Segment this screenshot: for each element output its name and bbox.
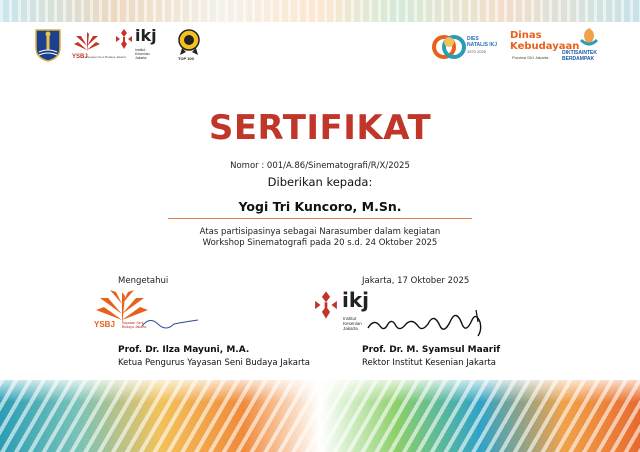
ikj-signature-logo-text: ikj [342, 288, 370, 312]
decorative-fade [0, 372, 640, 402]
ysbj-logo [72, 28, 126, 64]
ysbj-signature-logo-subtext: Yayasan Seni Budaya Jakarta [122, 321, 147, 329]
ikj-logo-subtext: Institut Kesenian Jakarta [135, 48, 150, 60]
signature-right-role: Rektor Institut Kesenian Jakarta [362, 358, 496, 368]
ikj-logo [114, 26, 160, 66]
diktisaintek-text: DIKTISAINTEK BERDAMPAK [562, 50, 597, 62]
dinas-kebudayaan-text: Dinas Kebudayaan [510, 30, 580, 52]
dies-natalis-ikj-logo [432, 28, 500, 66]
recipient-name: Yogi Tri Kuncoro, M.Sn. [238, 199, 402, 214]
signature-right-heading: Jakarta, 17 Oktober 2025 [362, 276, 470, 286]
signature-left-heading: Mengetahui [118, 276, 169, 286]
ikj-signature-logo [312, 290, 372, 334]
signature-block-right [362, 276, 469, 286]
certificate-number: Nomor : 001/A.86/Sinematografi/R/X/2025 [230, 161, 410, 171]
dies-years-text: 1970 2025 [467, 49, 486, 54]
signature-left-role: Ketua Pengurus Yayasan Seni Budaya Jakarta [118, 358, 311, 368]
ikj-logo-text: ikj [135, 26, 157, 45]
ysbj-logo-subtext: Yayasan Seni Budaya Jakarta [86, 55, 126, 59]
given-to-label: Diberikan kepada: [267, 175, 373, 189]
dies-natalis-text: DIES NATALIS IKJ [467, 36, 498, 48]
ysbj-logo-text: YSBJ [72, 54, 88, 60]
signature-right-scribble-icon [366, 304, 496, 340]
signature-block-left [118, 276, 168, 286]
decorative-top-band [0, 0, 640, 22]
description-line-1: Atas partisipasinya sebagai Narasumber dalam kegiatan [199, 227, 441, 237]
description-line-2: Workshop Sinematografi pada 20 s.d. 24 Oktober 2025 [202, 238, 438, 248]
top100-badge-icon [170, 28, 208, 64]
signature-left-scribble-icon [140, 312, 200, 332]
certificate-description [0, 227, 640, 249]
diktisaintek-logo [562, 26, 616, 68]
ikj-signature-logo-subtext: Institut Kesenian Jakarta [343, 316, 362, 331]
top100-text: TOP 100 [178, 56, 194, 61]
ysbj-signature-logo-text: YSBJ [94, 320, 115, 329]
dinas-subtext: Provinsi DKI Jakarta [512, 55, 549, 60]
signature-left-name: Prof. Dr. Ilza Mayuni, M.A. [118, 345, 250, 355]
recipient-underline [168, 218, 472, 219]
jakarta-coat-of-arms-icon [34, 28, 62, 62]
signature-right-name: Prof. Dr. M. Syamsul Maarif [362, 345, 501, 355]
certificate-title: SERTIFIKAT [208, 108, 432, 148]
